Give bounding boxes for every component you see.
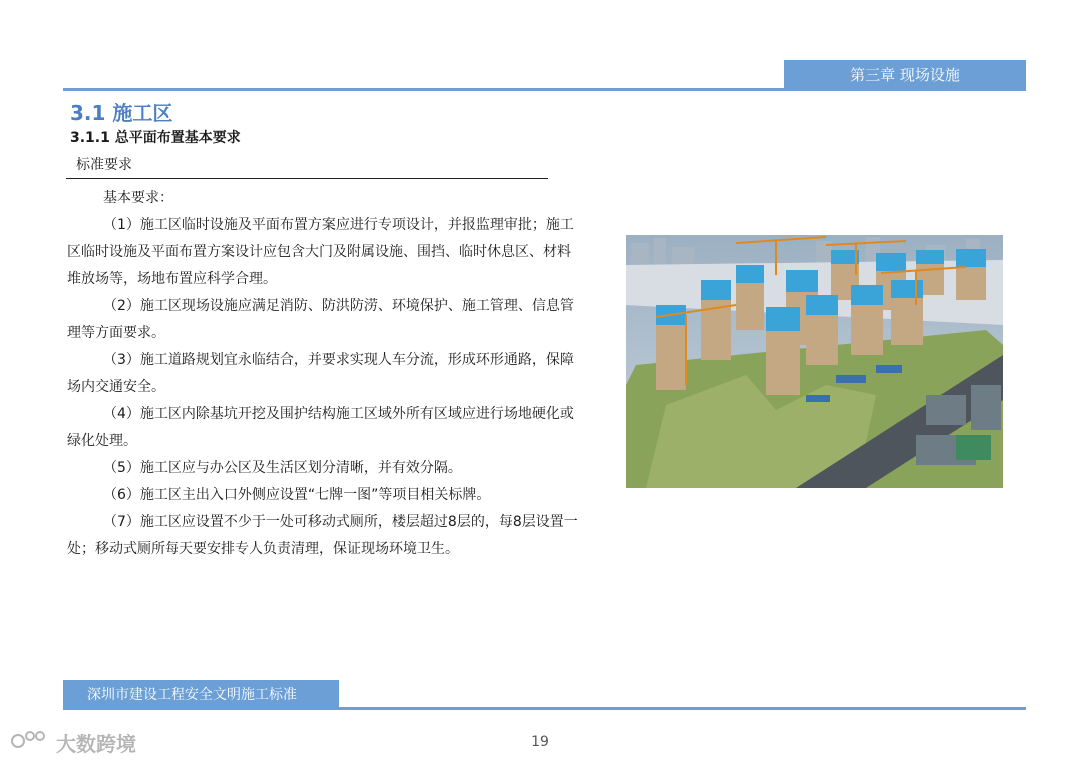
page-number: 19	[531, 734, 549, 750]
requirement-item-1: （1）施工区临时设施及平面布置方案应进行专项设计，并报监理审批；施工区临时设施及平面布置方案设计应包含大门及附属设施、围挡、临时休息区、材料堆放场等，场地布置应科学合理。	[67, 217, 574, 287]
section-title: 3.1 施工区	[70, 101, 173, 125]
requirement-item-3: （3）施工道路规划宜永临结合，并要求实现人车分流，形成环形通路，保障场内交通安全。	[67, 352, 574, 395]
watermark-text: 大数跨境	[56, 731, 136, 756]
requirement-item-2: （2）施工区现场设施应满足消防、防洪防涝、环境保护、施工管理、信息管理等方面要求。	[67, 298, 574, 341]
requirement-item-5: （5）施工区应与办公区及生活区划分清晰，并有效分隔。	[103, 460, 462, 476]
footer-title: 深圳市建设工程安全文明施工标准	[87, 687, 297, 703]
footer-tab	[63, 680, 339, 708]
chapter-label: 第三章 现场设施	[850, 66, 960, 84]
requirement-item-7: （7）施工区应设置不少于一处可移动式厕所，楼层超过8层的，每8层设置一处；移动式厕所每天要安排专人负责清理，保证现场环境卫生。	[67, 514, 578, 557]
standard-rule	[66, 178, 548, 179]
footer-rule	[63, 707, 1026, 710]
chapter-tab	[784, 60, 1026, 89]
header-rule	[63, 88, 1026, 91]
construction-site-render	[626, 235, 1003, 488]
requirements-text	[67, 185, 579, 563]
subsection-title: 3.1.1 总平面布置基本要求	[70, 130, 241, 146]
intro-line: 基本要求：	[103, 190, 173, 206]
requirement-item-4: （4）施工区内除基坑开挖及围护结构施工区域外所有区域应进行场地硬化或绿化处理。	[67, 406, 574, 449]
requirement-item-6: （6）施工区主出入口外侧应设置“七牌一图”等项目相关标牌。	[103, 487, 491, 503]
construction-site-image	[626, 235, 1003, 488]
standard-label: 标准要求	[76, 157, 132, 173]
